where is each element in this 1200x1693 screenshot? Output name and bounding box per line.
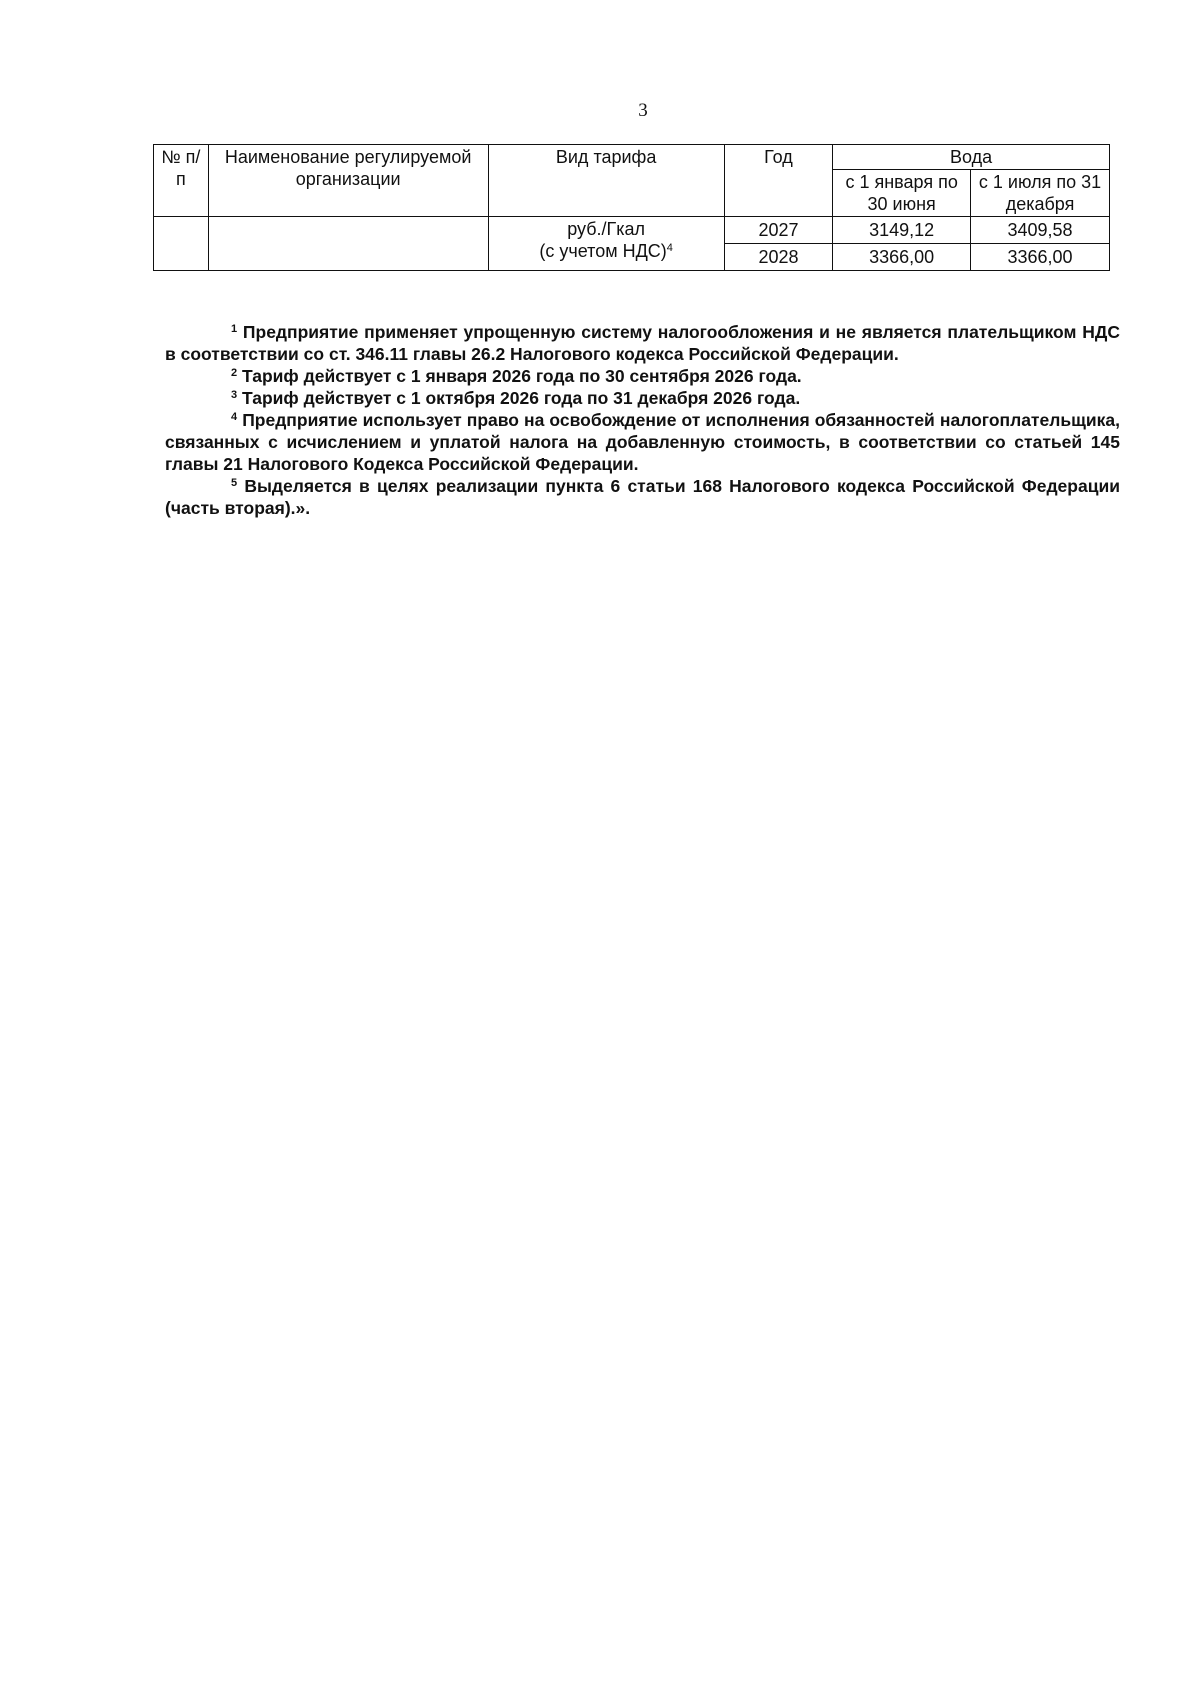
footnote-text: Тариф действует с 1 января 2026 года по 30 сентября 2026 года. [242,366,802,386]
header-period-2: с 1 июля по 31 декабря [971,170,1110,217]
footnote-2 [165,365,1120,387]
header-num: № п/п [154,145,209,217]
cell-tariff-type [488,217,724,271]
cell-value-period-2: 3409,58 [971,217,1110,244]
footnote-text: Предприятие применяет упрощенную систему налогообложения и не является плательщиком НДС в соответствии со ст. 346.11 главы 26.2 Налогового кодекса Российской Федерации. [165,322,1120,364]
header-water: Вода [833,145,1110,170]
page-number: 3 [638,100,648,121]
footnote-1 [165,321,1120,365]
tariff-table [153,144,1110,271]
cell-num [154,217,209,271]
footnote-text: Предприятие использует право на освобождение от исполнения обязанностей налогоплательщика, связанных с исчислением и уплатой налога на добавленную стоимость, в соответствии со статьей 145 главы 21 Налогового Кодекса Российской Федерации. [165,410,1120,474]
header-year: Год [724,145,832,217]
footnote-text: Выделяется в целях реализации пункта 6 статьи 168 Налогового кодекса Российской Федерации (часть вторая).». [165,476,1120,518]
cell-value-period-1: 3366,00 [833,244,971,271]
footnote-mark: 1 [231,323,238,335]
cell-value-period-1: 3149,12 [833,217,971,244]
cell-org [208,217,488,271]
header-org: Наименование регулируемой организации [208,145,488,217]
footnote-3 [165,387,1120,409]
tariff-unit: руб./Гкал [567,219,646,239]
footnote-mark: 2 [231,367,238,379]
footnote-text: Тариф действует с 1 октября 2026 года по 31 декабря 2026 года. [242,388,801,408]
cell-year: 2028 [724,244,832,271]
tariff-note: (с учетом НДС) [539,241,667,261]
footnotes [165,321,1120,519]
cell-year: 2027 [724,217,832,244]
table-row [154,217,1110,244]
footnote-mark: 3 [231,389,238,401]
footnote-mark: 5 [231,477,238,489]
footnote-5 [165,475,1120,519]
header-period-1: с 1 января по 30 июня [833,170,971,217]
footnote-4 [165,409,1120,475]
table-header-row [154,145,1110,170]
header-tariff-type: Вид тарифа [488,145,724,217]
cell-value-period-2: 3366,00 [971,244,1110,271]
tariff-note-footnote-mark: 4 [666,242,673,254]
footnote-mark: 4 [231,411,238,423]
